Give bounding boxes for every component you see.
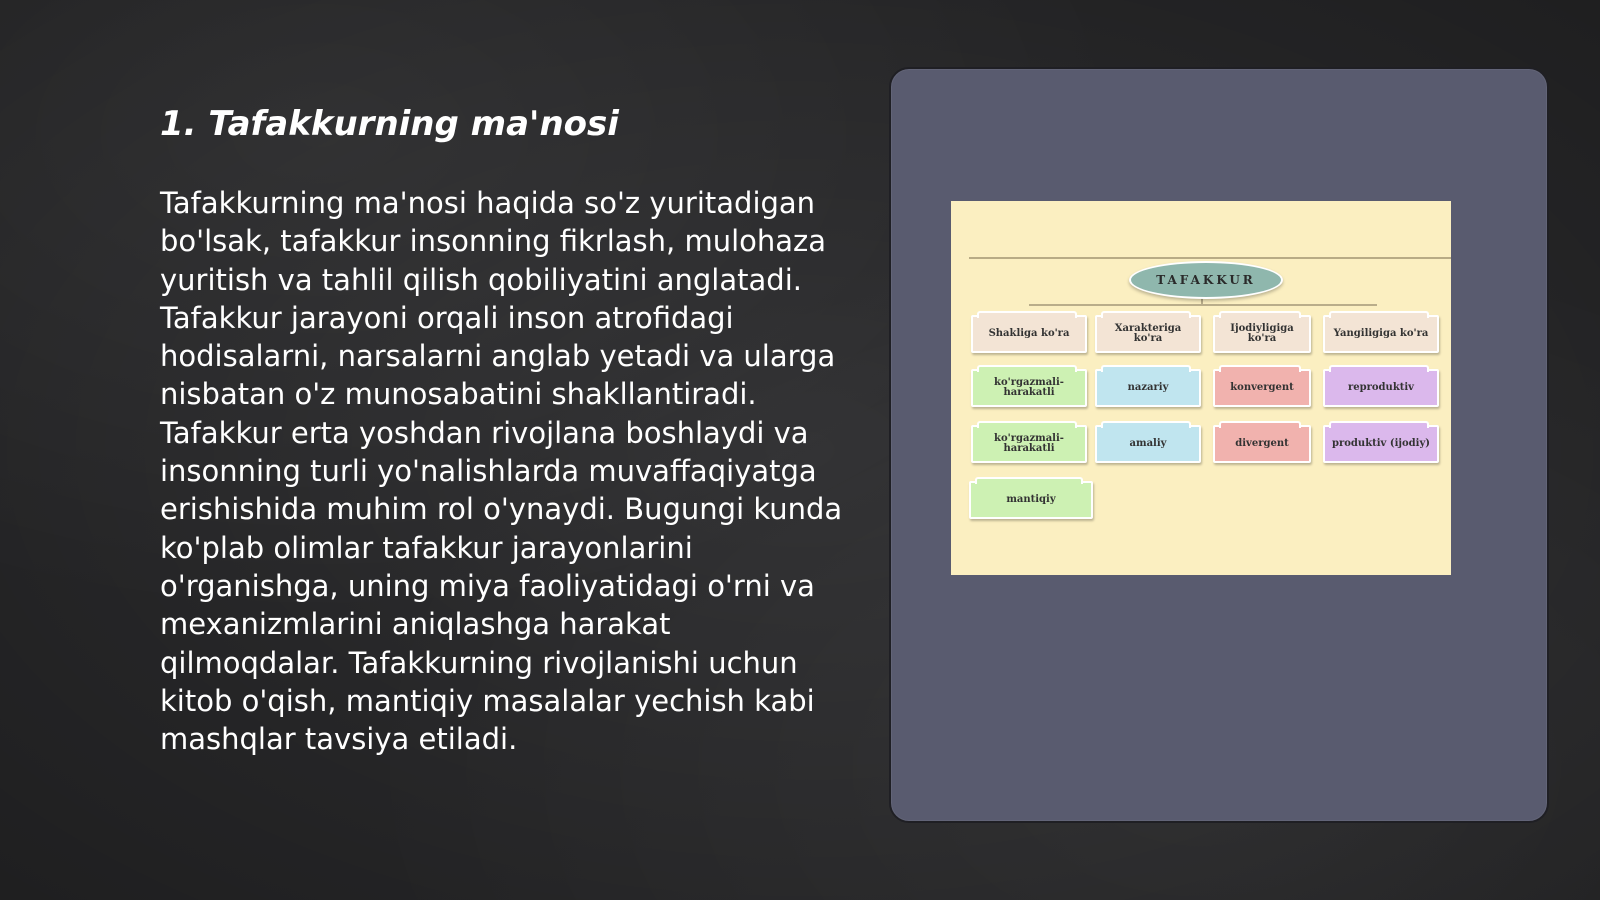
node-reproduktiv: reproduktiv [1323,369,1439,407]
node-konvergent: konvergent [1213,369,1311,407]
image-panel [889,67,1549,823]
header-link-line [1029,304,1377,306]
node-korgazmali-harakatli-2: ko'rgazmali-harakatli [971,425,1087,463]
node-produktiv-ijodiy: produktiv (ijodiy) [1323,425,1439,463]
header-node-xarakteriga: Xarakteriga ko'ra [1095,315,1201,353]
root-node-tafakkur: TAFAKKUR [1129,261,1283,299]
slide-body-text: Tafakkurning ma'nosi haqida so'z yuritadigan bo'lsak, tafakkur insonning fikrlash, mulohaza yuritish va tahlil qilish qobiliyatini anglatadi. Tafakkur jarayoni orqali inson atrofidagi hodisalarni, narsalarni anglab yetadi va ularga nisbatan o'z munosabatini shakllantiradi. Tafakkur erta yoshdan rivojlana boshlaydi va insonning turli yo'nalishlarda muvaffaqiyatga erishishida muhim rol o'ynaydi. Bugungi kunda ko'plab olimlar tafakkur jarayonlarini o'rganishga, uning miya faoliyatidagi o'rni va mexanizmlarini aniqlashga harakat qilmoqdalar. Tafakkurning rivojlanishi uchun kitob o'qish, mantiqiy masalalar yechish kabi mashqlar tavsiya etiladi. [160,186,843,757]
node-mantiqiy: mantiqiy [969,481,1093,519]
tafakkur-classification-diagram [951,201,1451,575]
node-korgazmali-harakatli-1: ko'rgazmali-harakatli [971,369,1087,407]
header-node-ijodiyligiga: Ijodiyligiga ko'ra [1213,315,1311,353]
header-node-shakliga: Shakliga ko'ra [971,315,1087,353]
node-amaliy: amaliy [1095,425,1201,463]
diagram-top-rule [969,257,1451,259]
node-nazariy: nazariy [1095,369,1201,407]
slide-title: 1. Tafakkurning ma'nosi [160,104,619,144]
node-divergent: divergent [1213,425,1311,463]
header-node-yangiligiga: Yangiligiga ko'ra [1323,315,1439,353]
